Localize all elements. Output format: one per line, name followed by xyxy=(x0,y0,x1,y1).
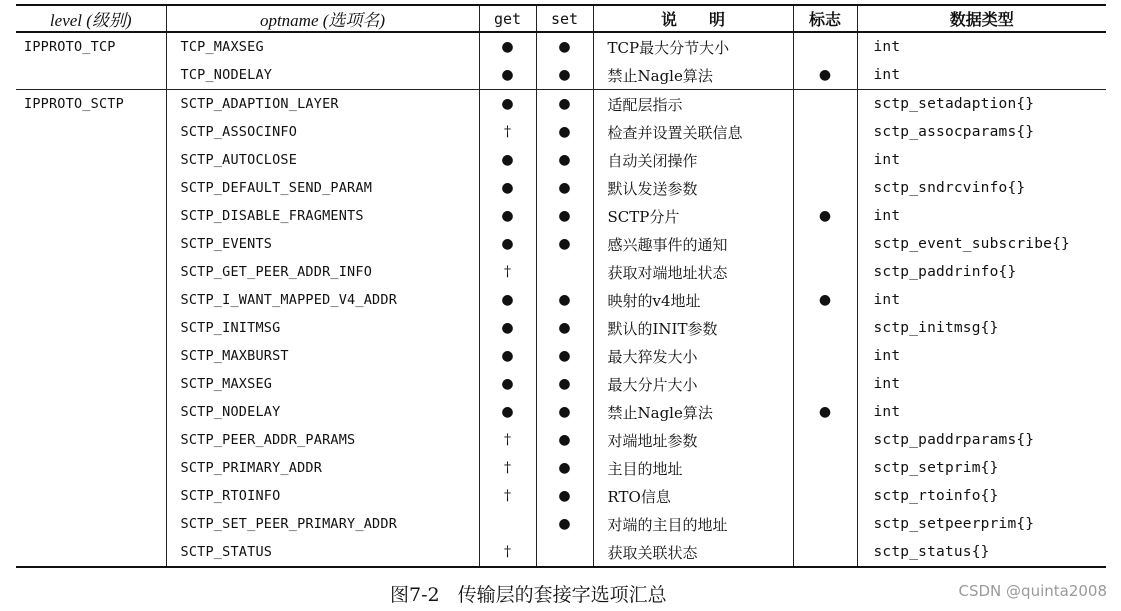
cell-level xyxy=(16,454,166,482)
cell-description: 自动关闭操作 xyxy=(593,146,793,174)
cell-description: 默认的INIT参数 xyxy=(593,314,793,342)
cell-description: 适配层指示 xyxy=(593,90,793,119)
cell-data-type: sctp_status{} xyxy=(857,538,1106,567)
header-get: get xyxy=(479,5,536,32)
cell-description: 最大分片大小 xyxy=(593,370,793,398)
cell-set: ● xyxy=(536,118,593,146)
cell-level xyxy=(16,342,166,370)
cell-level: IPPROTO_TCP xyxy=(24,39,116,55)
cell-set: ● xyxy=(536,426,593,454)
cell-optname: SCTP_PRIMARY_ADDR xyxy=(166,454,479,482)
cell-data-type: sctp_setadaption{} xyxy=(857,90,1106,119)
header-flag: 标志 xyxy=(793,5,857,32)
cell-description: 对端的主目的地址 xyxy=(593,510,793,538)
cell-optname: SCTP_DEFAULT_SEND_PARAM xyxy=(166,174,479,202)
cell-description: SCTP分片 xyxy=(593,202,793,230)
cell-level xyxy=(16,482,166,510)
cell-data-type: int xyxy=(857,370,1106,398)
cell-get: † xyxy=(479,426,536,454)
cell-level xyxy=(16,370,166,398)
cell-data-type: int xyxy=(857,286,1106,314)
cell-flag: ● xyxy=(793,202,857,230)
cell-level xyxy=(16,510,166,538)
cell-flag xyxy=(793,174,857,202)
cell-set: ● xyxy=(536,174,593,202)
cell-level xyxy=(16,426,166,454)
cell-flag xyxy=(793,90,857,119)
cell-optname: SCTP_EVENTS xyxy=(166,230,479,258)
header-description: 说 明 xyxy=(593,5,793,32)
table-row xyxy=(16,342,1106,370)
cell-set: ● xyxy=(536,90,593,119)
cell-set: ● xyxy=(536,510,593,538)
cell-level xyxy=(16,61,166,90)
cell-get: ● xyxy=(479,370,536,398)
cell-get: † xyxy=(479,258,536,286)
cell-level xyxy=(16,230,166,258)
cell-data-type: int xyxy=(857,32,1106,61)
cell-optname: SCTP_MAXSEG xyxy=(166,370,479,398)
cell-set: ● xyxy=(536,32,593,61)
cell-optname: SCTP_I_WANT_MAPPED_V4_ADDR xyxy=(166,286,479,314)
table-header-row xyxy=(16,5,1106,32)
cell-data-type: sctp_paddrinfo{} xyxy=(857,258,1106,286)
cell-description: 最大猝发大小 xyxy=(593,342,793,370)
cell-get xyxy=(479,510,536,538)
cell-level xyxy=(16,202,166,230)
table-row xyxy=(16,202,1106,230)
cell-get: ● xyxy=(479,61,536,90)
cell-description: 禁止Nagle算法 xyxy=(593,61,793,90)
cell-get: ● xyxy=(479,32,536,61)
cell-optname: SCTP_RTOINFO xyxy=(166,482,479,510)
cell-data-type: sctp_assocparams{} xyxy=(857,118,1106,146)
cell-flag xyxy=(793,118,857,146)
table-body xyxy=(16,32,1106,567)
cell-flag xyxy=(793,454,857,482)
cell-set: ● xyxy=(536,370,593,398)
cell-level xyxy=(16,398,166,426)
watermark: CSDN @quinta2008 xyxy=(958,582,1107,600)
cell-description: 检查并设置关联信息 xyxy=(593,118,793,146)
cell-flag: ● xyxy=(793,61,857,90)
cell-set: ● xyxy=(536,202,593,230)
header-level: level (级别) xyxy=(16,5,166,32)
cell-data-type: sctp_initmsg{} xyxy=(857,314,1106,342)
cell-level: IPPROTO_SCTP xyxy=(16,90,166,119)
cell-flag: ● xyxy=(793,286,857,314)
cell-get: ● xyxy=(479,146,536,174)
cell-flag xyxy=(793,146,857,174)
cell-flag xyxy=(793,426,857,454)
cell-flag xyxy=(793,32,857,61)
cell-get: ● xyxy=(479,230,536,258)
table-row xyxy=(16,118,1106,146)
cell-data-type: sctp_event_subscribe{} xyxy=(857,230,1106,258)
table-row xyxy=(16,230,1106,258)
table-row xyxy=(16,32,1106,61)
cell-get: ● xyxy=(479,398,536,426)
cell-get: † xyxy=(479,118,536,146)
cell-description: RTO信息 xyxy=(593,482,793,510)
cell-optname: SCTP_SET_PEER_PRIMARY_ADDR xyxy=(166,510,479,538)
cell-flag xyxy=(793,482,857,510)
figure-title: 传输层的套接字选项汇总 xyxy=(457,584,667,606)
cell-level xyxy=(16,314,166,342)
cell-description: 禁止Nagle算法 xyxy=(593,398,793,426)
cell-set: ● xyxy=(536,146,593,174)
cell-get: ● xyxy=(479,174,536,202)
cell-optname: SCTP_ADAPTION_LAYER xyxy=(166,90,479,119)
header-optname: optname (选项名) xyxy=(166,5,479,32)
cell-flag xyxy=(793,314,857,342)
table-row xyxy=(16,482,1106,510)
cell-set: ● xyxy=(536,454,593,482)
table-row xyxy=(16,426,1106,454)
cell-get: ● xyxy=(479,90,536,119)
table-row xyxy=(16,370,1106,398)
cell-description: 主目的地址 xyxy=(593,454,793,482)
cell-level xyxy=(16,146,166,174)
cell-description: 获取关联状态 xyxy=(593,538,793,567)
table-row xyxy=(16,454,1106,482)
cell-set: ● xyxy=(536,398,593,426)
cell-description: 获取对端地址状态 xyxy=(593,258,793,286)
cell-flag xyxy=(793,370,857,398)
cell-set: ● xyxy=(536,342,593,370)
cell-flag xyxy=(793,510,857,538)
cell-description: 映射的v4地址 xyxy=(593,286,793,314)
cell-get: † xyxy=(479,538,536,567)
cell-set: ● xyxy=(536,482,593,510)
table-row xyxy=(16,258,1106,286)
cell-optname: SCTP_GET_PEER_ADDR_INFO xyxy=(166,258,479,286)
cell-flag xyxy=(793,342,857,370)
cell-optname: SCTP_DISABLE_FRAGMENTS xyxy=(166,202,479,230)
cell-level xyxy=(16,286,166,314)
table-row xyxy=(16,286,1106,314)
cell-data-type: int xyxy=(857,202,1106,230)
cell-set xyxy=(536,258,593,286)
table-row xyxy=(16,510,1106,538)
table-row xyxy=(16,146,1106,174)
cell-level xyxy=(16,118,166,146)
cell-flag xyxy=(793,230,857,258)
header-set: set xyxy=(536,5,593,32)
table-row xyxy=(16,61,1106,90)
cell-flag: ● xyxy=(793,398,857,426)
cell-get: ● xyxy=(479,202,536,230)
cell-data-type: sctp_paddrparams{} xyxy=(857,426,1106,454)
table-row xyxy=(16,538,1106,567)
cell-data-type: sctp_sndrcvinfo{} xyxy=(857,174,1106,202)
cell-data-type: sctp_setpeerprim{} xyxy=(857,510,1106,538)
figure-number: 图7-2 xyxy=(390,584,440,606)
cell-get: † xyxy=(479,454,536,482)
cell-get: † xyxy=(479,482,536,510)
cell-data-type: sctp_rtoinfo{} xyxy=(857,482,1106,510)
cell-set: ● xyxy=(536,61,593,90)
cell-optname: TCP_NODELAY xyxy=(166,61,479,90)
cell-level xyxy=(16,258,166,286)
cell-set: ● xyxy=(536,230,593,258)
cell-description: 感兴趣事件的通知 xyxy=(593,230,793,258)
cell-level xyxy=(16,538,166,567)
cell-level xyxy=(16,174,166,202)
cell-set: ● xyxy=(536,314,593,342)
cell-flag xyxy=(793,538,857,567)
cell-get: ● xyxy=(479,286,536,314)
cell-optname: SCTP_INITMSG xyxy=(166,314,479,342)
cell-description: 默认发送参数 xyxy=(593,174,793,202)
cell-get: ● xyxy=(479,342,536,370)
cell-optname: SCTP_STATUS xyxy=(166,538,479,567)
cell-get: ● xyxy=(479,314,536,342)
cell-data-type: int xyxy=(857,342,1106,370)
table-row xyxy=(16,174,1106,202)
header-data-type: 数据类型 xyxy=(857,5,1106,32)
cell-optname: SCTP_PEER_ADDR_PARAMS xyxy=(166,426,479,454)
cell-set xyxy=(536,538,593,567)
table-row xyxy=(16,314,1106,342)
figure-caption xyxy=(390,580,667,607)
table-row xyxy=(16,90,1106,119)
cell-flag xyxy=(793,258,857,286)
cell-optname: TCP_MAXSEG xyxy=(166,32,479,61)
table-row xyxy=(16,398,1106,426)
cell-description: TCP最大分节大小 xyxy=(593,32,793,61)
cell-data-type: int xyxy=(857,61,1106,90)
cell-optname: SCTP_NODELAY xyxy=(166,398,479,426)
cell-set: ● xyxy=(536,286,593,314)
cell-description: 对端地址参数 xyxy=(593,426,793,454)
socket-options-table-container xyxy=(16,4,1106,568)
cell-optname: SCTP_AUTOCLOSE xyxy=(166,146,479,174)
cell-optname: SCTP_MAXBURST xyxy=(166,342,479,370)
cell-data-type: int xyxy=(857,146,1106,174)
cell-optname: SCTP_ASSOCINFO xyxy=(166,118,479,146)
cell-data-type: int xyxy=(857,398,1106,426)
socket-options-table xyxy=(16,4,1106,568)
cell-data-type: sctp_setprim{} xyxy=(857,454,1106,482)
